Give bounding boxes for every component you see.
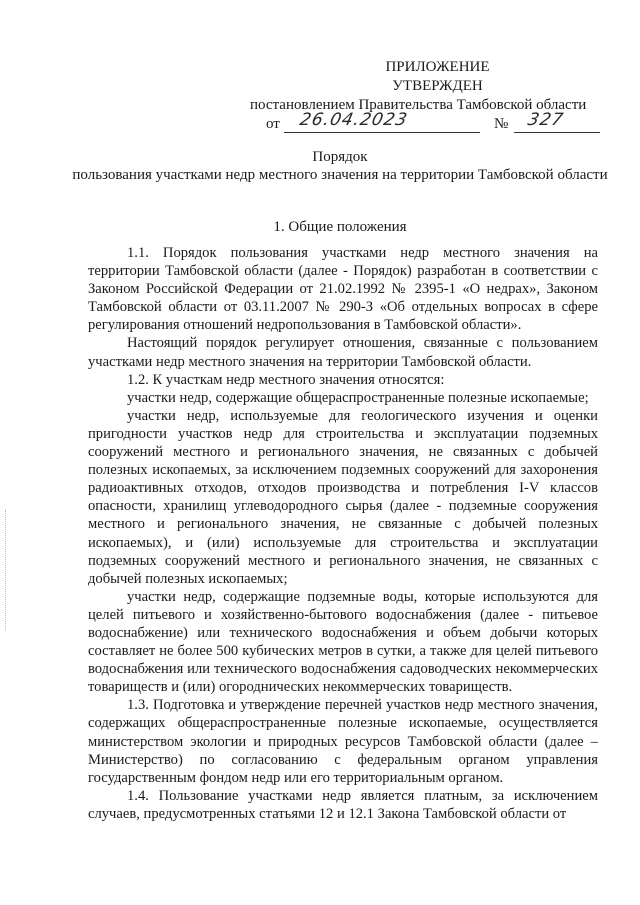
paragraph-scope: Настоящий порядок регулирует отношения, связанные с пользованием участками недр местного значения на территории Тамбовской области. <box>88 335 598 370</box>
document-title <box>60 148 620 184</box>
handwritten-date: 26.04.2023 <box>297 110 410 130</box>
paragraph-1-3: 1.3. Подготовка и утверждение перечней участков недр местного значения, содержащих общераспространенные полезные ископаемые, осуществляется министерством экологии и природных ресурсов Тамбовской области (далее – Министерство) по согласованию с федеральным органом управления государственным фондом недр или его территориальным органом. <box>88 697 598 786</box>
paragraph-1-4: 1.4. Пользование участками недр является платным, за исключением случаев, предусмотренных статьями 12 и 12.1 Закона Тамбовской области от <box>88 787 598 822</box>
decree-reference: постановлением Правительства Тамбовской области <box>250 97 587 113</box>
number-label: № <box>494 116 509 132</box>
paragraph-groundwater: участки недр, содержащие подземные воды, которые используются для целей питьевого и хозяйственно-бытового водоснабжения (далее - питьевое водоснабжение) или технического водоснабжения и объем добычи которых составляет не более 500 кубических метров в сутки, а также для целей питьевого водоснабжения или технического водоснабжения садоводческих некоммерческих товариществ и (или) огороднических некоммерческих товариществ. <box>88 588 598 696</box>
title-line-2: пользования участками недр местного значения на территории Тамбовской области <box>72 167 608 183</box>
paragraph-underground-structures: участки недр, используемые для геологического изучения и оценки пригодности участков недр для строительства и эксплуатации подземных сооружений местного и регионального значения, не связанных с добычей полезных ископаемых, за исключением подземных сооружений для захоронения радиоактивных отходов, отходов производства и потребления I-V классов опасности, хранилищ углеводородного сырья (далее - подземные сооружения местного и регионального значения, не связанные с добычей полезных ископаемых), и (или) используемые для строительства и эксплуатации подземных сооружений местного и регионального значения, не связанных с добычей полезных ископаемых; <box>88 407 598 587</box>
scan-margin-mark <box>5 510 9 630</box>
handwritten-number: 327 <box>525 110 566 130</box>
date-number-row <box>266 110 606 137</box>
document-body <box>88 244 598 823</box>
approval-block <box>250 58 595 115</box>
approved-label: УТВЕРЖДЕН <box>392 78 483 94</box>
date-underline <box>284 132 480 133</box>
paragraph-1-2: 1.2. К участкам недр местного значения относятся: <box>127 371 445 388</box>
section-heading: 1. Общие положения <box>273 219 407 235</box>
appendix-label: ПРИЛОЖЕНИЕ <box>385 59 490 75</box>
date-label: от <box>266 116 280 132</box>
paragraph-minerals: участки недр, содержащие общераспространенные полезные ископаемые; <box>127 389 589 406</box>
paragraph-1-1: 1.1. Порядок пользования участками недр местного значения на территории Тамбовской области (далее - Порядок) разработан в соответствии с Законом Российской Федерации от 21.02.1992 № 2395-1 «О недрах», Законом Тамбовской области от 03.11.2007 № 290-З «Об отдельных вопросах в сфере регулирования отношений недропользования в Тамбовской области». <box>88 245 598 334</box>
number-underline <box>514 132 600 133</box>
title-line-1: Порядок <box>312 149 368 165</box>
